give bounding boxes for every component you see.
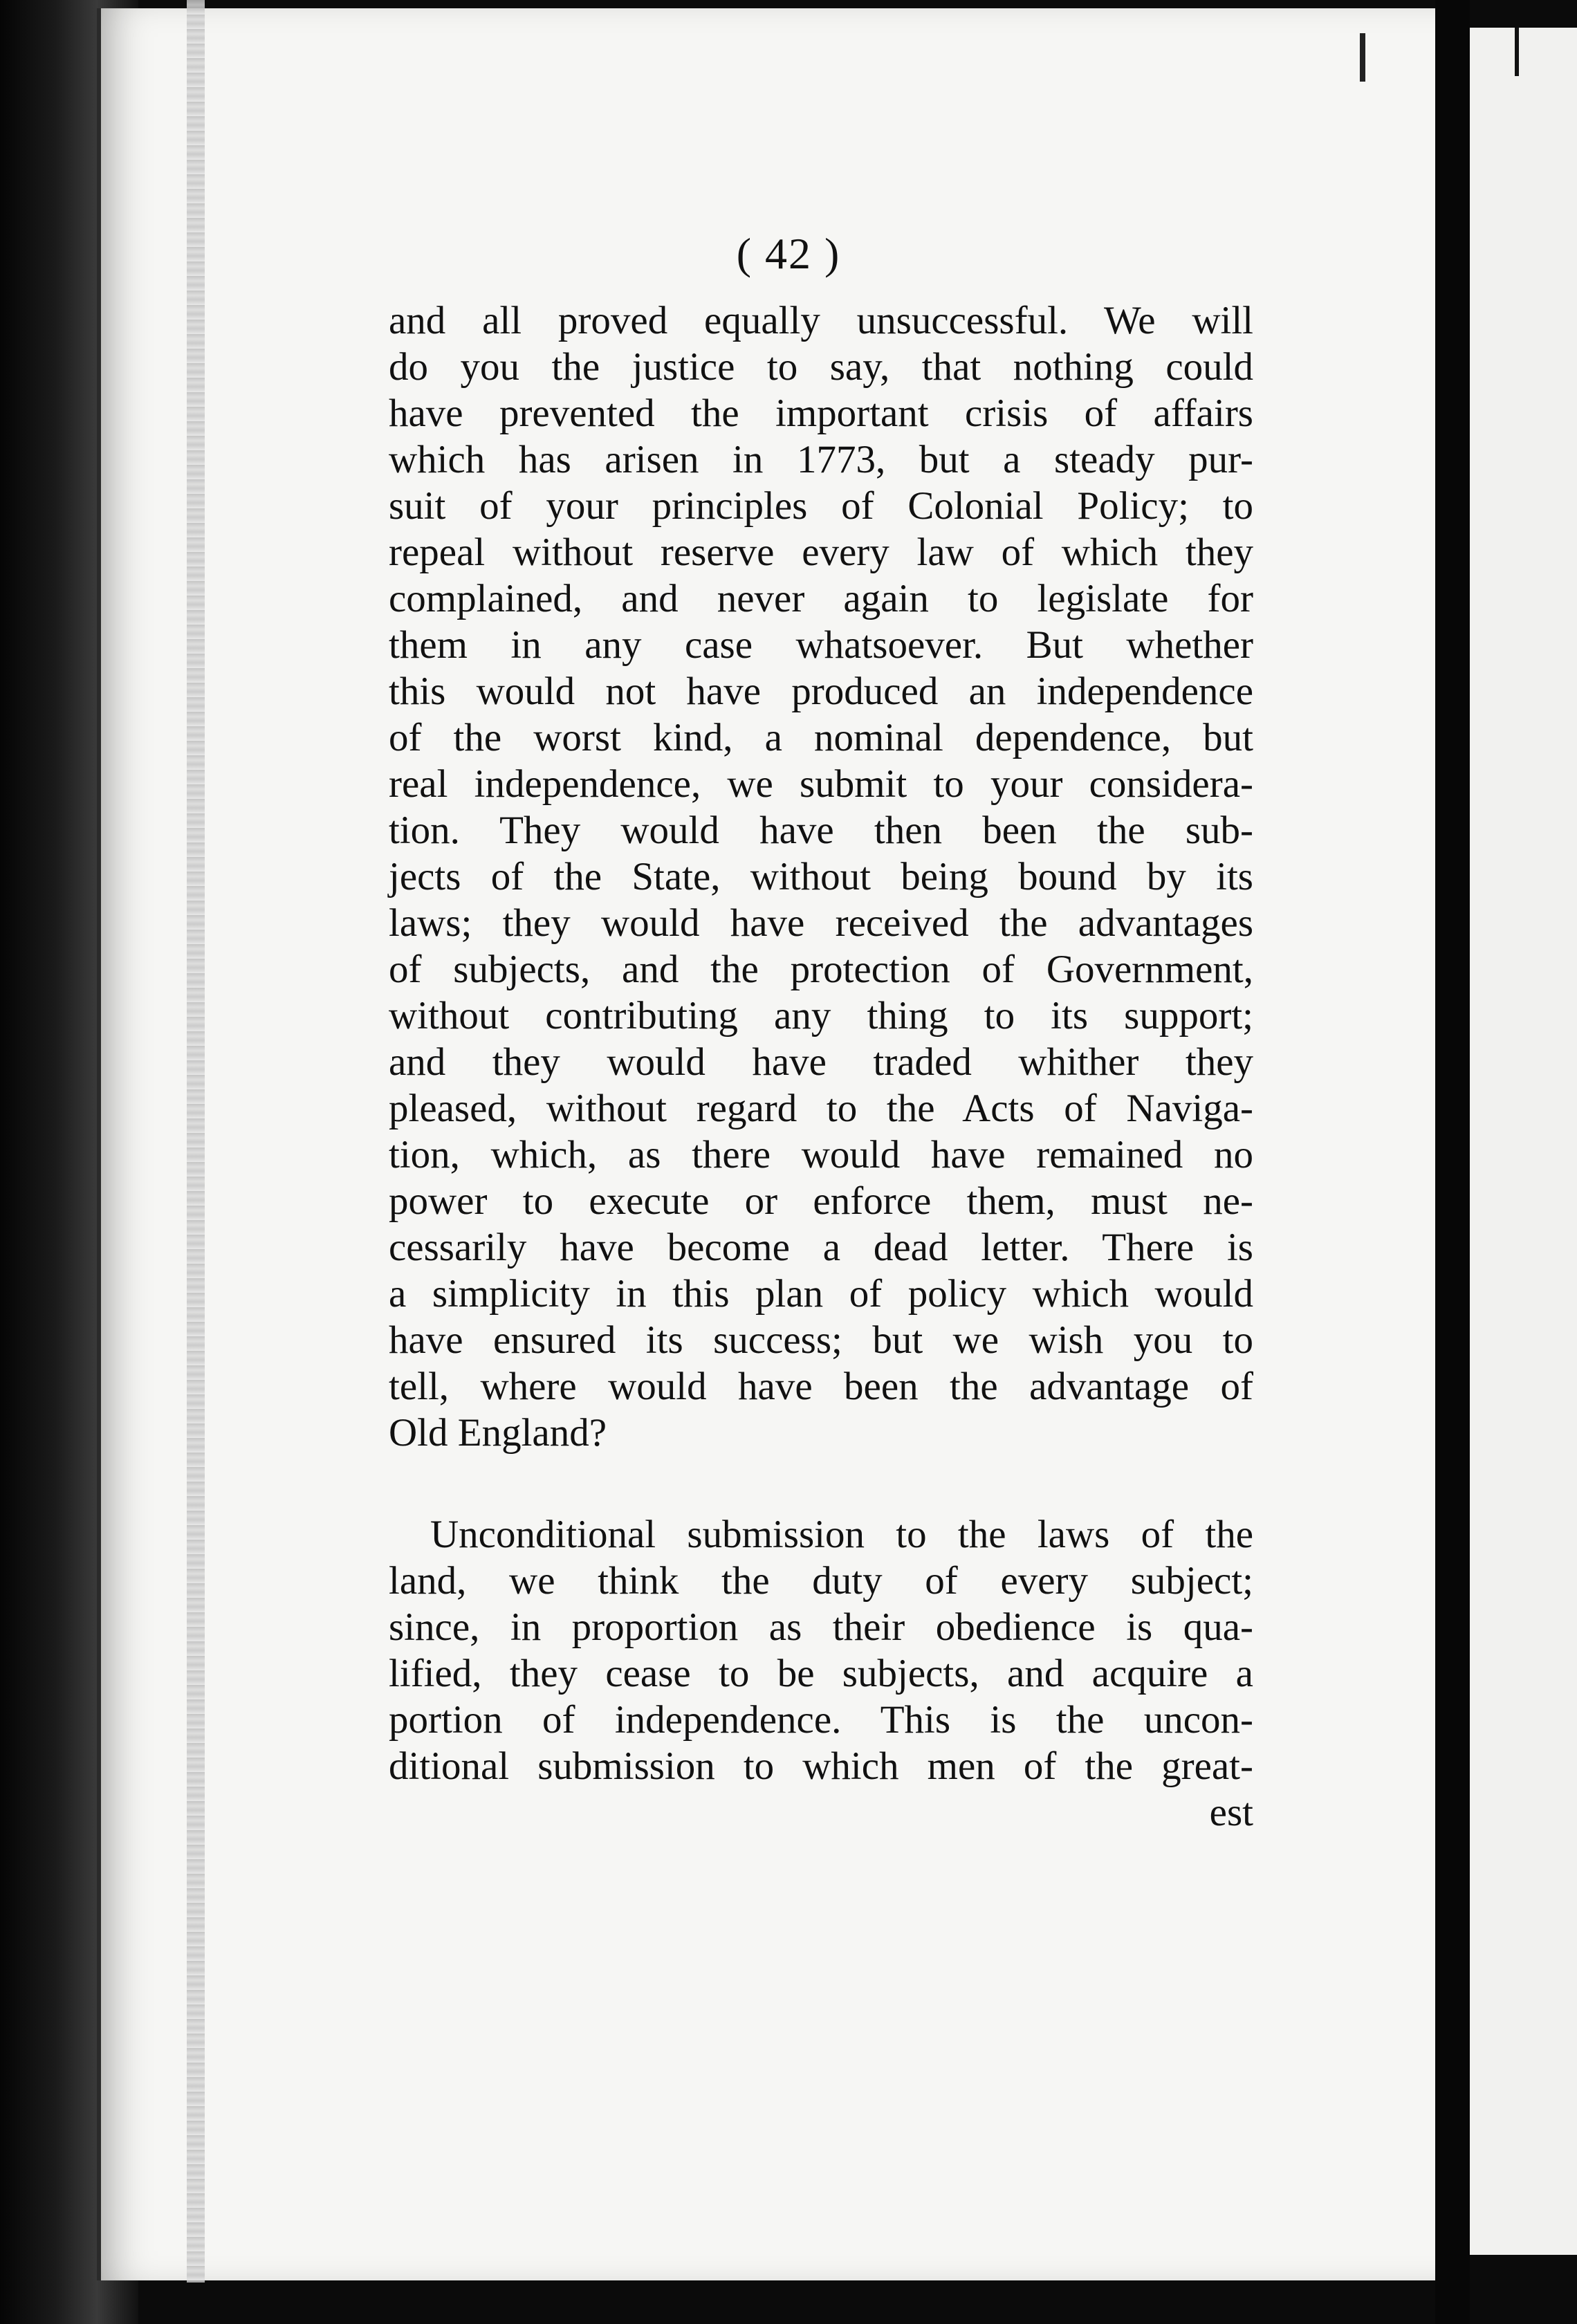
text-line: real independence, we submit to your considera- [389, 762, 1253, 806]
paragraph-2 [389, 1511, 1253, 1836]
text-line: tion, which, as there would have remained no [389, 1133, 1253, 1177]
text-line: suit of your principles of Colonial Policy; to [389, 484, 1253, 528]
text-line: tion. They would have then been the sub- [389, 809, 1253, 852]
text-line: Old England? [389, 1411, 607, 1455]
facing-page-mark [1515, 28, 1519, 76]
text-line: and they would have traded whither they [389, 1040, 1253, 1084]
text-line: have prevented the important crisis of affairs [389, 391, 1253, 435]
text-line: ditional submission to which men of the great- [389, 1744, 1253, 1788]
paragraph-1 [389, 297, 1253, 1456]
page-edge [187, 0, 205, 2282]
book-gutter [1435, 0, 1470, 2324]
margin-mark [1360, 33, 1365, 82]
facing-page-edge [1470, 28, 1577, 2255]
text-line: cessarily have become a dead letter. There is [389, 1226, 1253, 1269]
text-line: repeal without reserve every law of which they [389, 531, 1253, 574]
catchword: est [1209, 1791, 1253, 1834]
text-line: Unconditional submission to the laws of the [430, 1513, 1253, 1556]
text-line: complained, and never again to legislate for [389, 577, 1253, 620]
page-number: ( 42 ) [736, 229, 841, 278]
text-line: pleased, without regard to the Acts of Naviga- [389, 1087, 1253, 1130]
text-line: lified, they cease to be subjects, and acquire a [389, 1652, 1253, 1695]
text-line: without contributing any thing to its support; [389, 994, 1253, 1038]
text-line: of the worst kind, a nominal dependence, but [389, 716, 1253, 759]
text-line: land, we think the duty of every subject; [389, 1559, 1253, 1603]
text-line: this would not have produced an independence [389, 670, 1253, 713]
text-line: of subjects, and the protection of Government, [389, 948, 1253, 991]
text-line: since, in proportion as their obedience is qua- [389, 1605, 1253, 1649]
text-line: and all proved equally unsuccessful. We will [389, 299, 1253, 342]
text-line: which has arisen in 1773, but a steady pur- [389, 438, 1253, 481]
text-line: have ensured its success; but we wish you to [389, 1318, 1253, 1362]
text-line: tell, where would have been the advantage of [389, 1365, 1253, 1408]
text-line: laws; they would have received the advantages [389, 901, 1253, 945]
text-line: portion of independence. This is the uncon- [389, 1698, 1253, 1742]
text-line: them in any case whatsoever. But whether [389, 623, 1253, 667]
text-line: do you the justice to say, that nothing could [389, 345, 1253, 389]
text-line: jects of the State, without being bound by its [389, 855, 1253, 898]
text-line: power to execute or enforce them, must ne- [389, 1179, 1253, 1223]
text-line: a simplicity in this plan of policy which would [389, 1272, 1253, 1316]
